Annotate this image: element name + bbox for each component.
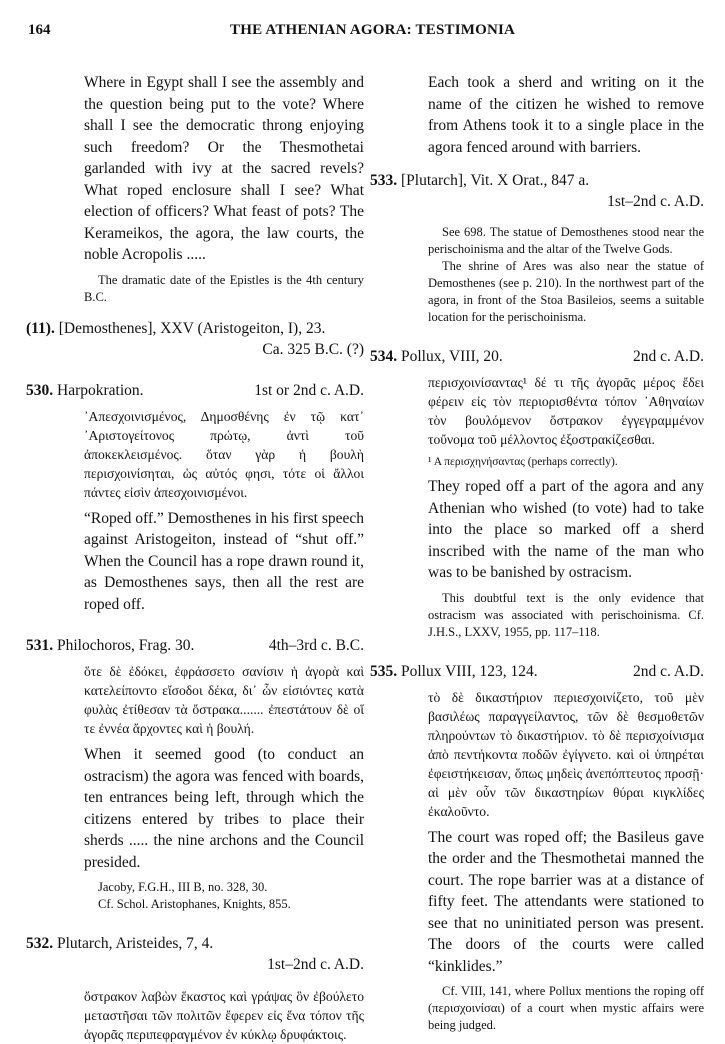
note: The shrine of Ares was also near the statue of Demosthenes (see p. 210). In the northwest part of the agora, in front of the Stoa Basileios, seems a suitable location for the perischoinisma. xyxy=(428,259,704,324)
entry-number: (11). xyxy=(26,319,55,337)
entry-date: 1st or 2nd c. A.D. xyxy=(254,381,364,399)
right-column xyxy=(370,72,704,1034)
note: Cf. VIII, 141, where Pollux mentions the roping off (περισχοινίσαι) of a court when mystic affairs were being judged. xyxy=(428,984,704,1032)
entry-source: Pollux, VIII, 20. xyxy=(401,348,503,365)
entry-date: Ca. 325 B.C. (?) xyxy=(262,340,364,358)
greek-text: περισχοινίσαντας¹ δέ τι τῆς ἀγορᾶς μέρος ἔδει φέρειν εἰς τὸν περιορισθέντα τόπον ᾿Αθηναίων τὸν βουλόμενον ὄστρακον ἐγγεγραμμένον τοὔνομα τοῦ μέλλοντος ἐξοστρακίζεσθαι. xyxy=(428,375,704,447)
entry-date: 2nd c. A.D. xyxy=(632,662,704,680)
entry-source: Philochoros, Frag. 30. xyxy=(57,637,195,654)
note: This doubtful text is the only evidence that ostracism was associated with perischoinisma. Cf. J.H.S., LXXV, 1955, pp. 117–118. xyxy=(428,590,704,639)
entry-530 xyxy=(26,380,364,616)
entry-heading xyxy=(26,380,144,401)
entry-date: 1st–2nd c. A.D. xyxy=(607,193,704,210)
entry-heading xyxy=(370,661,538,682)
entry-source: [Plutarch], Vit. X Orat., 847 a. xyxy=(401,172,590,189)
entry-532-translation: Each took a sherd and writing on it the name of the citizen he wished to remove from Athens took it to a single place in the agora fenced around with barriers. xyxy=(428,74,704,156)
entry-11 xyxy=(26,318,364,360)
translation: The court was roped off; the Basileus gave the order and the Thesmothetai manned the court. The rope barrier was at a distance of fifty feet. The attendants were stationed to see that no uninitiated person was present. The doors of the courts were called “kinklides.” xyxy=(428,828,704,975)
greek-text: ὄστρακον λαβὼν ἕκαστος καὶ γράψας ὃν ἐβούλετο μεταστῆσαι τῶν πολιτῶν ἔφερεν εἰς ἕνα τόπον τῆς ἀγορᾶς περιπεφραγμένον ἐν κύκλῳ δρυφάκτοις. xyxy=(84,989,364,1042)
entry-heading xyxy=(370,346,503,367)
reference: Jacoby, F.G.H., III B, no. 328, 30. xyxy=(98,880,268,894)
entry-number: 532. xyxy=(26,935,54,952)
entry-date: 4th–3rd c. B.C. xyxy=(268,637,364,654)
reference: Cf. Schol. Aristophanes, Knights, 855. xyxy=(98,897,291,911)
entry-source: Pollux VIII, 123, 124. xyxy=(401,662,538,680)
entry-number: 530. xyxy=(26,381,54,399)
left-column xyxy=(26,72,364,1044)
entry-number: 534. xyxy=(370,348,398,365)
greek-text: τὸ δὲ δικαστήριον περιεσχοινίζετο, τοῦ μὲν βασιλέως παραγγείλαντος, τῶν δὲ θεσμοθετῶν πληρούντων τὸ δικαστήριον. τὸ δὲ περισχοίνισμα ἀπὸ πεντήκοντα ποδῶν ἐγίγνετο. καὶ οἱ ὑπηρέται ἐφειστήκεισαν, ὅπως μηδεὶς ἀνεπόπτευτος προσῇ· αἱ μὲν οὖν τῶν δικαστηρίων θύραι κιγκλίδες ἐκαλοῦντο. xyxy=(428,689,704,819)
note: See 698. The statue of Demosthenes stood near the perischoinisma and the altar of the Twelve Gods. xyxy=(428,225,704,256)
greek-text: ὅτε δὲ ἐδόκει, ἐφράσσετο σανίσιν ἡ ἀγορὰ καὶ κατελείποντο εἴσοδοι δέκα, δι᾿ ὧν εἰσιόντες κατὰ φυλὰς ἐτίθεσαν τὰ ὄστρακα....... ἐπεστάτουν δὲ οἵ τε ἐννέα ἄρχοντες καὶ ἡ βουλή. xyxy=(84,664,364,736)
page-number: 164 xyxy=(28,22,51,38)
entry-531 xyxy=(26,635,364,913)
entry-source: Harpokration. xyxy=(57,381,144,399)
entry-number: 533. xyxy=(370,172,398,189)
greek-text: ᾿Απεσχοινισμένος, Δημοσθένης ἐν τῷ κατ᾿ ᾿Αριστογείτονος πρώτῳ, ἀντὶ τοῦ ἀποκεκλεισμένος. ὅταν γὰρ ἡ βουλὴ περισχοινίσηται, ὡς αὐτός φησι, τότε οἱ ἄλλοι πάντες εἰσὶν ἀπεσχοινισμένοι. xyxy=(84,408,364,500)
footnote: ¹ A περισχηνήσαντας (perhaps correctly). xyxy=(428,456,618,468)
entry-533 xyxy=(370,170,704,326)
entry-heading xyxy=(26,318,325,339)
entry-heading xyxy=(26,635,194,656)
entry-number: 531. xyxy=(26,637,54,654)
translation: “Roped off.” Demosthenes in his first speech against Aristogeiton, instead of “shut off.” When the Council has a rope drawn round it, as Demosthenes says, then all the rest are roped off. xyxy=(84,509,364,613)
entry-number: 535. xyxy=(370,662,398,680)
entry-534 xyxy=(370,346,704,641)
translation: They roped off a part of the agora and any Athenian who wished (to vote) had to take into the place so marked off a sherd inscribed with the name of the man who was to be banished by ostracism. xyxy=(428,478,704,581)
entry-date: 2nd c. A.D. xyxy=(632,348,704,365)
entry-source: [Demosthenes], XXV (Aristogeiton, I), 23. xyxy=(58,319,326,337)
entry-date: 1st–2nd c. A.D. xyxy=(267,956,364,973)
entry-source: Plutarch, Aristeides, 7, 4. xyxy=(57,935,214,952)
cont-note: The dramatic date of the Epistles is the 4th century B.C. xyxy=(84,272,364,304)
running-title: THE ATHENIAN AGORA: TESTIMONIA xyxy=(230,22,516,38)
translation: When it seemed good (to conduct an ostracism) the agora was fenced with boards, ten entrances being left, through which the citizens entered by tribes to place their sherds ..... the nine archons and the Council presided. xyxy=(84,746,364,871)
entry-532 xyxy=(26,933,364,1044)
entry-heading xyxy=(26,933,213,954)
cont-translation: Where in Egypt shall I see the assembly and the question being put to the vote? Where shall I see the democratic throng enjoying such freedom? Or the Thesmothetai garlanded with ivy at the sacred revels? What roped enclosure shall I see? What election of officers? What feast of pots? The Kerameikos, the agora, the law courts, the noble Acropolis ..... xyxy=(84,74,364,263)
entry-heading xyxy=(370,170,589,191)
entry-535 xyxy=(370,661,704,1035)
